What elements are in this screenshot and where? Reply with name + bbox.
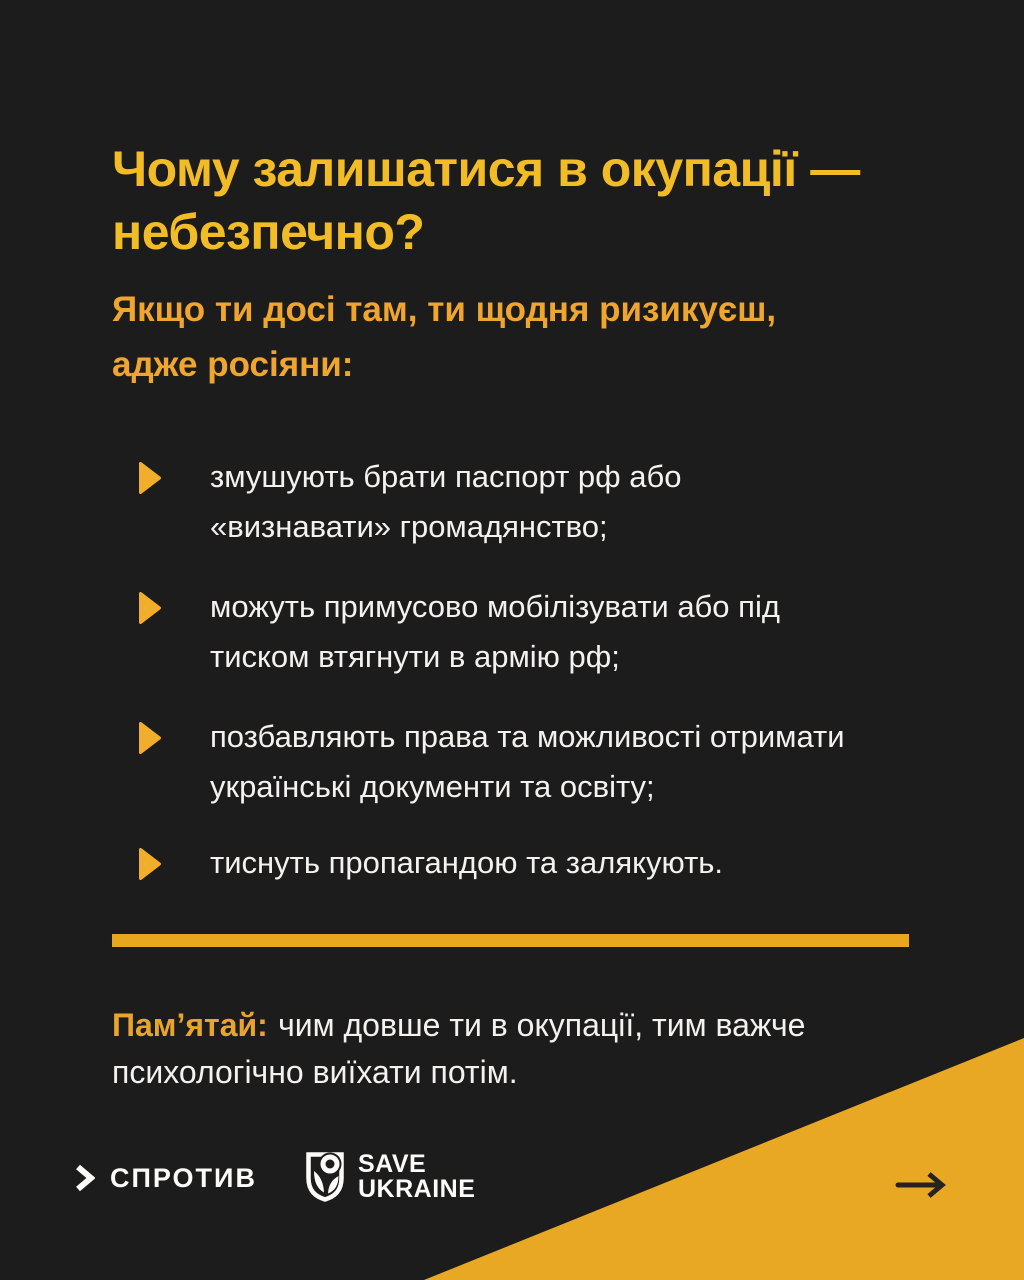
- arrow-right-icon[interactable]: [895, 1170, 951, 1200]
- save-ukraine-line-1: SAVE: [358, 1150, 427, 1178]
- page-title: [112, 138, 942, 264]
- memo-label: Пам’ятай:: [112, 1007, 268, 1043]
- divider: [112, 934, 909, 947]
- subtitle: Якщо ти досі там, ти щодня ризикуєш, адже росіяни:: [112, 290, 777, 384]
- save-ukraine-logo: [305, 1150, 475, 1204]
- memo-text: чим довше ти в окупації, тим важче психологічно виїхати потім.: [112, 1007, 806, 1090]
- list-item: [138, 452, 898, 552]
- save-ukraine-line-2: UKRAINE: [358, 1175, 476, 1203]
- list-item-text: можуть примусово мобілізувати або під тиском втягнути в армію рф;: [210, 589, 780, 674]
- triangle-right-icon: [138, 847, 162, 881]
- sprotyv-logo-label: СПРОТИВ: [110, 1162, 257, 1193]
- list-item-text: змушують брати паспорт рф або «визнавати» громадянство;: [210, 459, 682, 544]
- chevron-right-icon: [75, 1163, 95, 1193]
- list-item: [138, 582, 898, 682]
- title-line-2: небезпечно?: [112, 204, 425, 260]
- triangle-right-icon: [138, 461, 162, 495]
- memo: [112, 1002, 827, 1096]
- shield-person-icon: [305, 1151, 345, 1203]
- sprotyv-logo: [75, 1158, 257, 1198]
- title-line-1: Чому залишатися в окупації —: [112, 141, 860, 197]
- triangle-right-icon: [138, 721, 162, 755]
- triangle-right-icon: [138, 591, 162, 625]
- save-ukraine-logo-text: [358, 1152, 475, 1202]
- list-item-text: позбавляють права та можливості отримати українські документи та освіту;: [210, 719, 845, 804]
- list-item-text: тиснуть пропагандою та залякують.: [210, 845, 724, 880]
- list-item: [138, 712, 898, 812]
- list-item: [138, 838, 898, 888]
